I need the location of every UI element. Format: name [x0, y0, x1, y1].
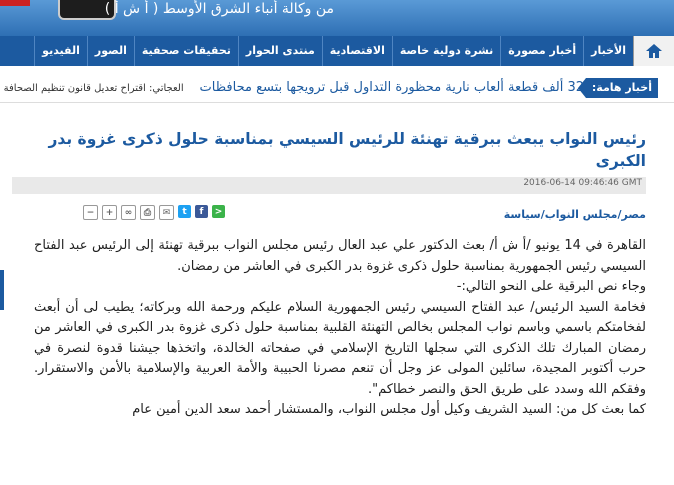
zoom-in-icon[interactable]: +	[102, 205, 117, 220]
email-icon[interactable]: ✉	[159, 205, 174, 220]
main-nav	[0, 36, 674, 66]
article-date-bar	[12, 177, 646, 194]
header-tagline: من وكالة أنباء الشرق الأوسط ( أ ش أ )	[104, 1, 334, 17]
nav-item-video[interactable]: الفيديو	[34, 36, 87, 66]
nav-item-forum[interactable]: منتدى الحوار	[238, 36, 322, 66]
article-paragraph: فخامة السيد الرئيس/ عبد الفتاح السيسي رئيس الجمهورية السلام عليكم ورحمة الله وبركاته؛ يطيب لى أن أبعث لفخامتكم باسمي وباسم نواب المجلس بخالص التهنئة القلبية بمناسبة حلول ذكرى غزوة بدر الكبرى في العاشر من رمضان المبارك تلك الذكرى التي سجلها التاريخ الإسلامي في صفحاته الخالدة، واتخذها جيشنا قدوة لنصرة في حرب أكتوبر المجيدة، سائلين المولى عز وجل أن تنعم مصرنا الحبيبة والأمة العربية والإسلامية بالأمن والاستقرار. وفقكم الله وسدد على طريق الحق والنصر خطاكم".	[34, 299, 646, 397]
logo-fragment	[0, 0, 30, 6]
share-icon[interactable]: <	[212, 205, 225, 218]
breadcrumb-item[interactable]: سياسة	[503, 208, 541, 221]
breadcrumb-item[interactable]: مجلس النواب	[544, 208, 618, 221]
breadcrumb-item[interactable]: مصر	[621, 208, 646, 221]
zoom-out-icon[interactable]: −	[83, 205, 98, 220]
link-icon[interactable]: ∞	[121, 205, 136, 220]
nav-item-photo-news[interactable]: أخبار مصورة	[500, 36, 583, 66]
article-paragraph: وجاء نص البرقية على النحو التالي:-	[456, 279, 646, 294]
breadcrumb: مصر/مجلس النواب/سياسة	[503, 208, 646, 221]
ticker-item[interactable]: العجاتي: اقتراح تعديل قانون تنظيم الصحافة	[3, 83, 184, 94]
article-paragraph: القاهرة في 14 يونيو /أ ش أ/ بعث الدكتور علي عبد العال رئيس مجلس النواب ببرقية تهنئة إلى الرئيس عبد الفتاح السيسي رئيس الجمهورية بمناسبة حلول ذكرى غزوة بدر الكبرى في العاشر من رمضان.	[34, 238, 646, 274]
twitter-icon[interactable]: t	[178, 205, 191, 218]
nav-item-news[interactable]: الأخبار	[583, 36, 633, 66]
side-tab[interactable]	[0, 270, 4, 310]
print-icon[interactable]: ⎙	[140, 205, 155, 220]
article-body	[34, 236, 646, 421]
nav-item-economic[interactable]: الاقتصادية	[322, 36, 392, 66]
facebook-icon[interactable]: f	[195, 205, 208, 218]
article-paragraph: كما بعث كل من: السيد الشريف وكيل أول مجلس النواب، والمستشار أحمد سعد الدين أمين عام	[132, 402, 646, 417]
nav-item-investigations[interactable]: تحقيقات صحفية	[134, 36, 238, 66]
share-tools	[83, 205, 225, 220]
article-date: 2016-06-14 09:46:46 GMT	[523, 178, 642, 188]
ticker-item[interactable]: 32 ألف قطعة ألعاب نارية محظورة التداول قبل ترويجها بتسع محافظات	[199, 80, 584, 95]
article-title: رئيس النواب يبعث ببرقية تهنئة للرئيس السيسي بمناسبة حلول ذكرى غزوة بدر الكبرى	[48, 130, 646, 170]
news-ticker	[0, 74, 674, 103]
ticker-label: أخبار هامة:	[586, 78, 658, 98]
nav-item-photos[interactable]: الصور	[87, 36, 134, 66]
home-icon[interactable]	[633, 36, 674, 66]
site-header	[0, 0, 674, 36]
nav-item-intl-bulletin[interactable]: نشرة دولية خاصة	[392, 36, 500, 66]
ticker-items	[4, 78, 584, 99]
